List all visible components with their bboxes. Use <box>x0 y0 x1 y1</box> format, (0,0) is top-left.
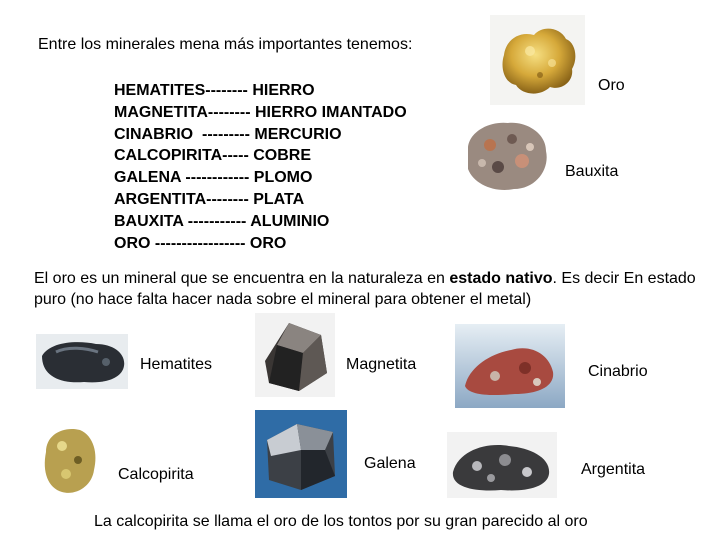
intro-text: Entre los minerales mena más importantes tenemos: <box>38 36 413 53</box>
footer-text: La calcopirita se llama el oro de los tontos por su gran parecido al oro <box>94 513 588 530</box>
list-item: CINABRIO --------- MERCURIO <box>114 125 342 143</box>
list-item: ARGENTITA-------- PLATA <box>114 190 305 208</box>
bauxita-label: Bauxita <box>565 163 619 180</box>
bauxita-image <box>460 117 552 195</box>
calcopirita-label: Calcopirita <box>118 466 194 483</box>
list-item: GALENA ------------ PLOMO <box>114 169 313 187</box>
hematites-image <box>36 334 128 389</box>
list-item: HEMATITES-------- HIERRO <box>114 82 315 99</box>
oro-label: Oro <box>598 77 625 94</box>
galena-image <box>255 410 347 498</box>
list-item: BAUXITA ----------- ALUMINIO <box>114 212 330 230</box>
argentita-label: Argentita <box>581 461 646 478</box>
list-item: MAGNETITA-------- HIERRO IMANTADO <box>114 103 407 121</box>
galena-label: Galena <box>364 455 416 472</box>
list-item: CALCOPIRITA----- COBRE <box>114 147 312 165</box>
cinabrio-image <box>455 324 565 408</box>
hematites-label: Hematites <box>140 356 213 373</box>
mineral-list <box>114 80 407 254</box>
magnetita-label: Magnetita <box>346 356 417 373</box>
oro-image <box>490 15 585 105</box>
magnetita-image <box>255 313 335 397</box>
list-item: ORO ----------------- ORO <box>114 234 287 252</box>
argentita-image <box>447 432 557 498</box>
cinabrio-label: Cinabrio <box>588 363 648 380</box>
gold-paragraph: El oro es un mineral que se encuentra en la naturaleza en estado nativo. Es decir En estado puro (no hace falta hacer nada sobre el mineral para obtener el metal) <box>34 270 696 308</box>
bold-term: estado nativo <box>449 270 553 287</box>
calcopirita-image <box>36 422 102 498</box>
